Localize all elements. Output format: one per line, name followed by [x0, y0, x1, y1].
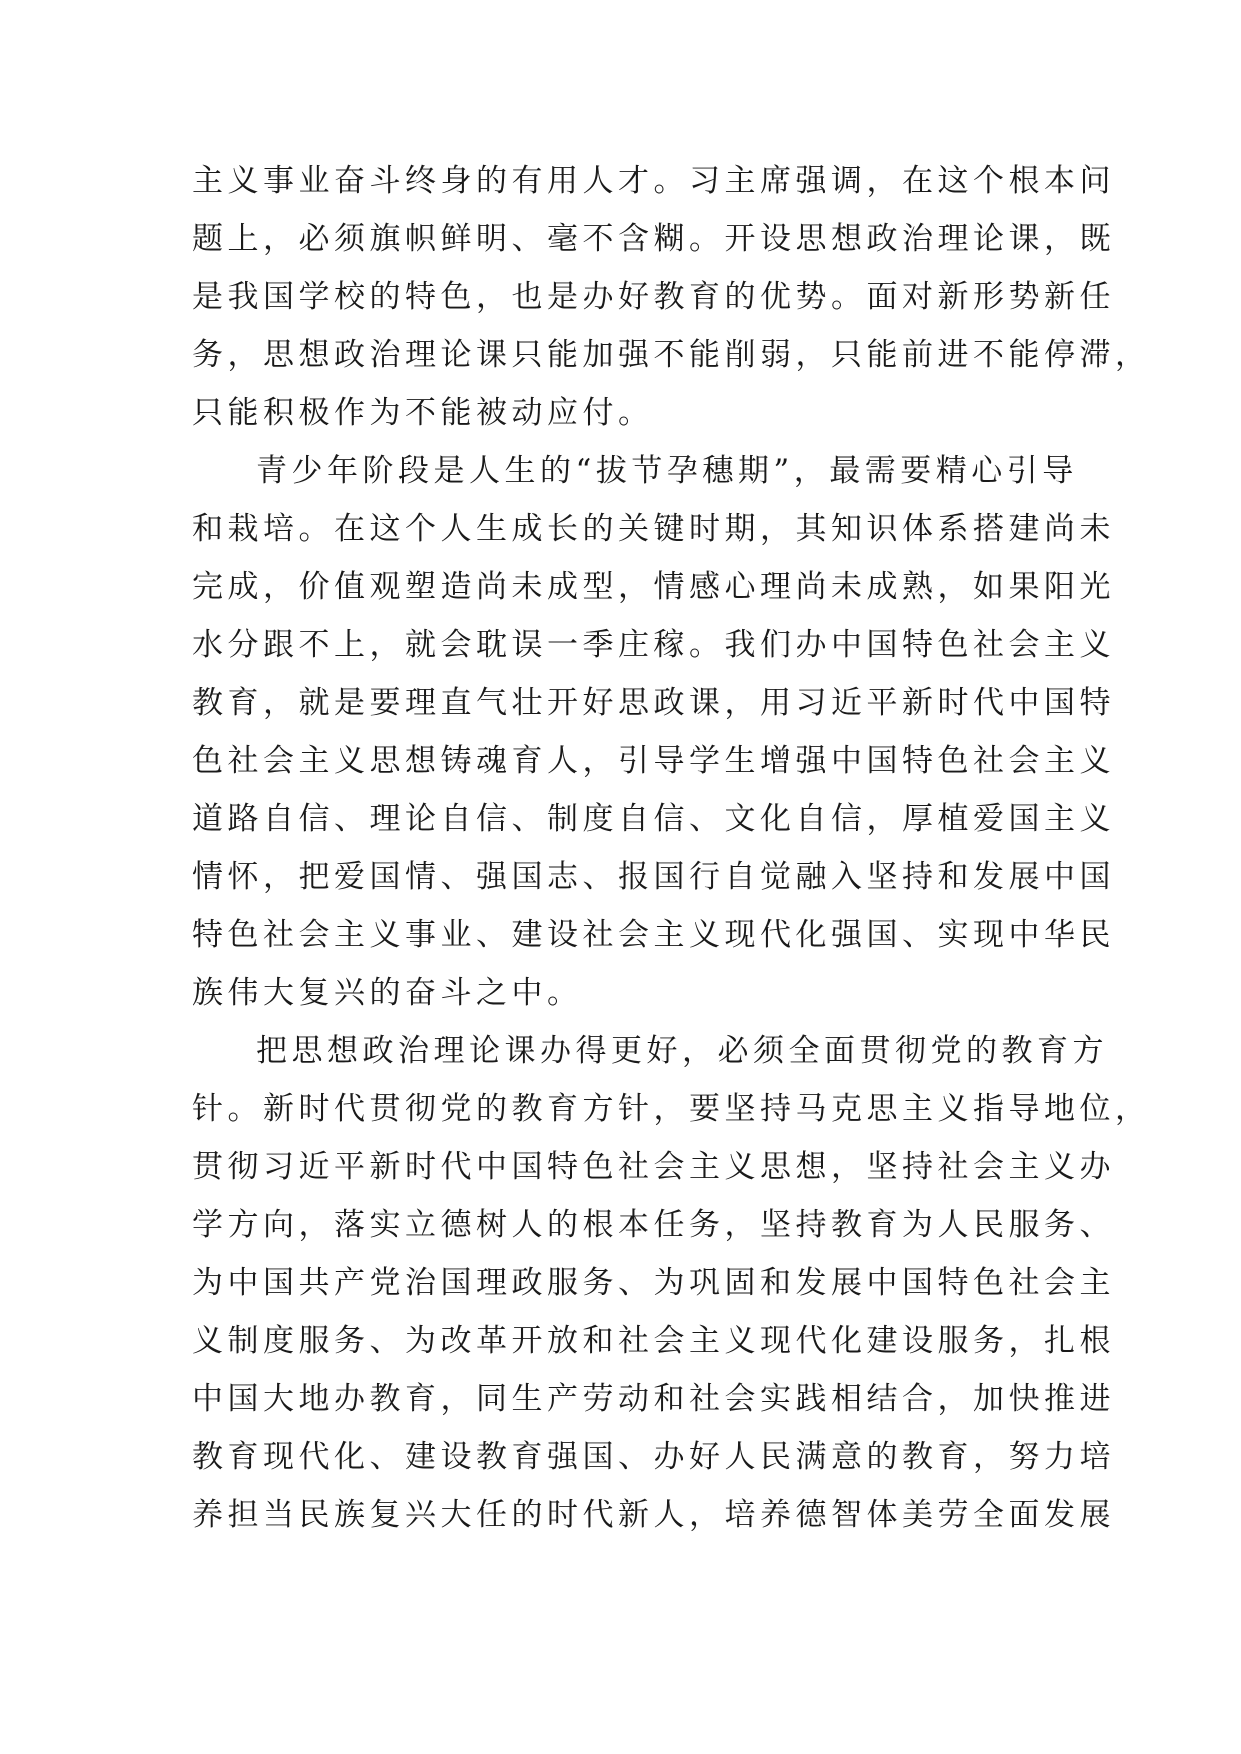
text-line: 养担当民族复兴大任的时代新人，培养德智体美劳全面发展: [192, 1497, 1115, 1533]
text-line: 色社会主义思想铸魂育人，引导学生增强中国特色社会主义: [192, 743, 1115, 779]
text-line: 贯彻习近平新时代中国特色社会主义思想，坚持社会主义办: [192, 1149, 1115, 1185]
text-line: 务，思想政治理论课只能加强不能削弱，只能前进不能停滞，: [192, 337, 1151, 373]
text-line: 只能积极作为不能被动应付。: [192, 395, 654, 431]
text-line: 题上，必须旗帜鲜明、毫不含糊。开设思想政治理论课，既: [192, 221, 1115, 257]
text-line: 族伟大复兴的奋斗之中。: [192, 975, 583, 1011]
text-line: 为中国共产党治国理政服务、为巩固和发展中国特色社会主: [192, 1265, 1115, 1301]
text-line: 是我国学校的特色，也是办好教育的优势。面对新形势新任: [192, 279, 1115, 315]
text-line: 学方向，落实立德树人的根本任务，坚持教育为人民服务、: [192, 1207, 1115, 1243]
text-line: 中国大地办教育，同生产劳动和社会实践相结合，加快推进: [192, 1381, 1115, 1417]
text-line: 完成，价值观塑造尚未成型，情感心理尚未成熟，如果阳光: [192, 569, 1115, 605]
paragraph-first-line: 青少年阶段是人生的“拔节孕穗期”，最需要精心引导: [256, 453, 1078, 489]
paragraph-first-line: 把思想政治理论课办得更好，必须全面贯彻党的教育方: [256, 1033, 1108, 1069]
text-line: 教育现代化、建设教育强国、办好人民满意的教育，努力培: [192, 1439, 1115, 1475]
text-line: 针。新时代贯彻党的教育方针，要坚持马克思主义指导地位，: [192, 1091, 1151, 1127]
body-text: [192, 152, 1151, 1544]
text-line: 义制度服务、为改革开放和社会主义现代化建设服务，扎根: [192, 1323, 1115, 1359]
text-line: 和栽培。在这个人生成长的关键时期，其知识体系搭建尚未: [192, 511, 1115, 547]
text-line: 道路自信、理论自信、制度自信、文化自信，厚植爱国主义: [192, 801, 1115, 837]
text-line: 情怀，把爱国情、强国志、报国行自觉融入坚持和发展中国: [192, 859, 1115, 895]
text-line: 特色社会主义事业、建设社会主义现代化强国、实现中华民: [192, 917, 1115, 953]
text-line: 主义事业奋斗终身的有用人才。习主席强调，在这个根本问: [192, 163, 1115, 199]
text-line: 教育，就是要理直气壮开好思政课，用习近平新时代中国特: [192, 685, 1115, 721]
text-line: 水分跟不上，就会耽误一季庄稼。我们办中国特色社会主义: [192, 627, 1115, 663]
